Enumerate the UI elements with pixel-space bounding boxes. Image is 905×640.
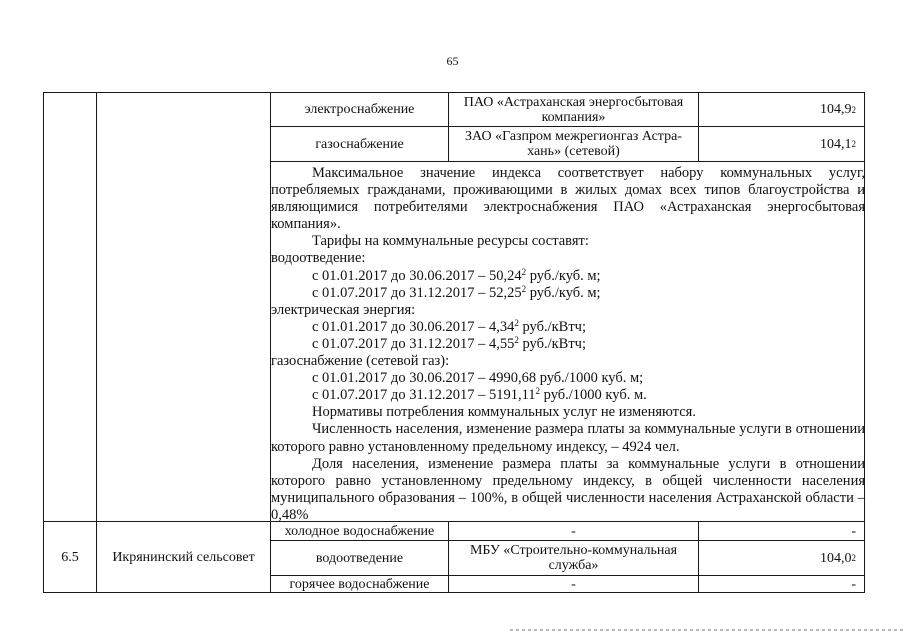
index-value: 104,0 2 bbox=[820, 550, 856, 566]
provider-name: ПАО «Астраханская энергосбытовая компания» bbox=[463, 94, 684, 125]
gas-title: газоснабжение (сетевой газ): bbox=[271, 353, 450, 370]
service-name: холодное водоснабжение bbox=[284, 523, 435, 539]
index-value: - bbox=[851, 576, 856, 592]
municipality-name: Икрянинский сельсовет bbox=[112, 549, 255, 565]
tariff-line: с 01.07.2017 до 31.12.2017 – 52,25$^2$ руб./куб. м; bbox=[312, 283, 601, 301]
section-number: 6.5 bbox=[61, 549, 79, 565]
description-block bbox=[271, 165, 865, 524]
scan-artifact-dots bbox=[510, 629, 905, 631]
index-value: - bbox=[851, 523, 856, 539]
norms-line: Нормативы потребления коммунальных услуг не изменяются. bbox=[312, 404, 696, 421]
provider-name: МБУ «Строительно-коммунальная служба» bbox=[469, 543, 678, 573]
water-disposal-title: водоотведение: bbox=[271, 250, 366, 267]
electricity-title: электрическая энергия: bbox=[271, 301, 416, 318]
provider-name: ЗАО «Газпром межрегионгаз Астра- хань» (сетевой) bbox=[465, 129, 682, 159]
provider-name: - bbox=[571, 523, 576, 539]
index-value: 104,9 2 bbox=[820, 102, 856, 117]
tariff-line: с 01.07.2017 до 31.12.2017 – 4,55$^2$ руб./кВтч; bbox=[312, 334, 586, 352]
service-name: горячее водоснабжение bbox=[289, 576, 430, 592]
service-name: электроснабжение bbox=[304, 102, 415, 117]
tariffs-intro: Тарифы на коммунальные ресурсы составят: bbox=[312, 233, 589, 250]
page-number: 65 bbox=[446, 54, 459, 68]
tariff-line: с 01.07.2017 до 31.12.2017 – 5191,11$^2$ руб./1000 куб. м. bbox=[312, 386, 647, 404]
index-value: 104,1 2 bbox=[820, 136, 856, 152]
provider-name: - bbox=[571, 576, 576, 592]
population-paragraph: Численность населения, изменение размера платы за коммунальные услуги в отношении которого равно установленному предельному индексу, – 4924 чел. bbox=[271, 421, 865, 455]
tariff-line: с 01.01.2017 до 30.06.2017 – 4,34$^2$ руб./кВтч; bbox=[312, 317, 586, 335]
service-name: водоотведение bbox=[315, 550, 404, 566]
tariff-line: с 01.01.2017 до 30.06.2017 – 4990,68 руб./1000 куб. м; bbox=[312, 370, 644, 387]
service-name: газоснабжение bbox=[315, 136, 404, 152]
population-share-paragraph: Доля населения, изменение размера платы за коммунальные услуги в отношении которого равно установленному предельному индексу, в общей численности населения муниципального образования – 100%, в общей численности населения Астраханской области – 0,48% bbox=[271, 455, 865, 523]
max-index-paragraph: Максимальное значение индекса соответствует набору коммунальных услуг, потребляемых гражданами, проживающими в жилых домах всех типов благоустройства и являющимися потребителями электроснабжения ПАО «Астраханская энергосбытовая компания». bbox=[271, 165, 865, 233]
tariff-line: с 01.01.2017 до 30.06.2017 – 50,24$^2$ руб./куб. м; bbox=[312, 266, 601, 284]
